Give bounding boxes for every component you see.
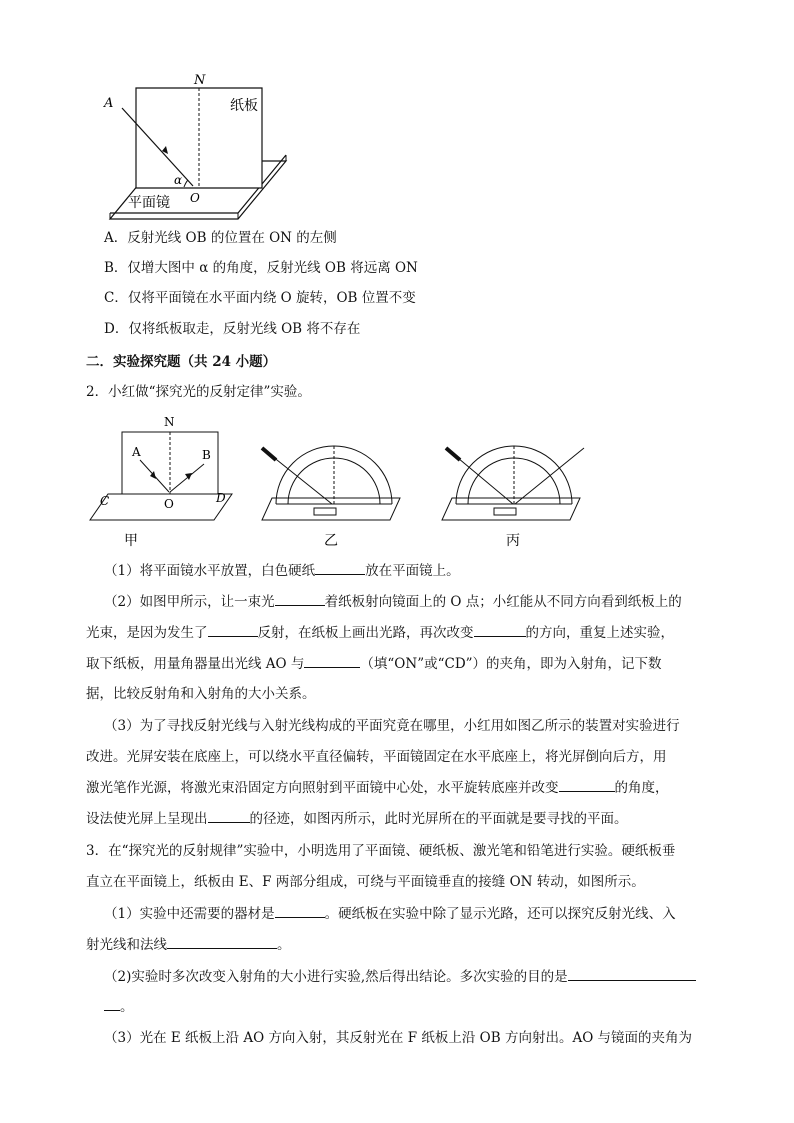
q3-part2-line1: （2)实验时多次改变入射角的大小进行实验,然后得出结论。多次实验的目的是 [104,966,696,987]
label-A: A [104,96,114,111]
fig2-label-jia: 甲 [124,533,138,549]
q2-part3-line3: 激光笔作光源，将激光束沿固定方向照射到平面镜中心处，水平旋转底座并改变 的角度， [86,777,669,798]
label-mirror: 平面镜 [128,195,170,211]
q3-part1-line1: （1）实验中还需要的器材是 。硬纸板在实验中除了显示光路，还可以探究反射光线、入 [104,903,676,924]
q2-part2-line3: 取下纸板，用量角器量出光线 AO 与 （填“ON”或“CD”）的夹角，即为入射角，记下数 [86,653,662,674]
answer-blank[interactable] [304,653,360,668]
q1-option-b: B．仅增大图中 α 的角度，反射光线 OB 将远离 ON [104,260,418,276]
q2-part1: （1）将平面镜水平放置，白色硬纸 放在平面镜上。 [104,560,460,581]
answer-blank[interactable] [208,622,258,637]
q1-option-c: C．仅将平面镜在水平面内绕 O 旋转，OB 位置不变 [104,290,416,306]
q3-line1: 3．在“探究光的反射规律”实验中，小明选用了平面镜、硬纸板、激光笔和铅笔进行实验。硬纸板垂 [86,843,676,859]
fig2-label-N: N [164,415,175,429]
section2-title: 二．实验探究题（共 24 小题） [86,354,277,370]
answer-blank[interactable] [315,560,365,575]
fig2-label-bing: 丙 [506,533,520,549]
fig2-label-B: B [202,448,211,462]
q1-option-a: A．反射光线 OB 的位置在 ON 的左侧 [104,230,337,246]
fig2-jia [90,415,232,549]
fig2-label-O: O [164,497,174,511]
label-alpha: α [174,173,183,187]
label-O: O [190,191,200,205]
fig2-experiments [84,410,604,552]
q2-part2-line1: （2）如图甲所示，让一束光 着纸板射向镜面上的 O 点；小红能从不同方向看到纸板上的 [104,591,682,612]
q3-line2: 直立在平面镜上，纸板由 E、F 两部分组成，可绕与平面镜垂直的接缝 ON 转动，如图所示。 [86,874,645,890]
q2-part2-line4: 据，比较反射角和入射角的大小关系。 [86,686,316,702]
q1-option-d: D．仅将纸板取走，反射光线 OB 将不存在 [104,321,361,337]
label-board: 纸板 [230,98,258,114]
fig2-label-D: D [216,491,226,505]
fig2-label-yi: 乙 [324,533,338,549]
fig1-board-mirror [100,70,300,225]
label-N: N [194,73,206,88]
fig2-label-A: A [132,445,141,459]
q3-part1-line2: 射光线和法线 。 [86,934,291,955]
q2-part2-line2: 光束，是因为发生了 反射，在纸板上画出光路，再次改变 的方向，重复上述实验， [86,622,674,643]
q2-part3-line1: （3）为了寻找反射光线与入射光线构成的平面究竟在哪里，小红用如图乙所示的装置对实验进行 [104,718,680,734]
fig2-yi [262,446,400,549]
answer-blank[interactable] [275,903,325,918]
answer-blank[interactable] [167,934,277,949]
answer-blank[interactable] [559,777,615,792]
q3-part2-line2: 。 [104,996,134,1017]
answer-blank[interactable] [275,591,325,606]
answer-blank[interactable] [208,808,250,823]
fig2-label-C: C [100,494,110,508]
q2-intro: 2．小红做“探究光的反射定律”实验。 [86,384,311,400]
answer-blank[interactable] [104,996,120,1011]
q3-part3-line1: （3）光在 E 纸板上沿 AO 方向入射，其反射光在 F 纸板上沿 OB 方向射出。AO 与镜面的夹角为 [104,1030,693,1046]
answer-blank[interactable] [474,622,526,637]
q2-part3-line2: 改进。光屏安装在底座上，可以绕水平直径偏转，平面镜固定在水平底座上，将光屏倒向后方，用 [86,749,667,765]
answer-blank[interactable] [568,966,696,981]
q2-part3-line4: 设法使光屏上呈现出 的径迹，如图丙所示，此时光屏所在的平面就是要寻找的平面。 [86,808,628,829]
fig2-bing [442,446,584,549]
